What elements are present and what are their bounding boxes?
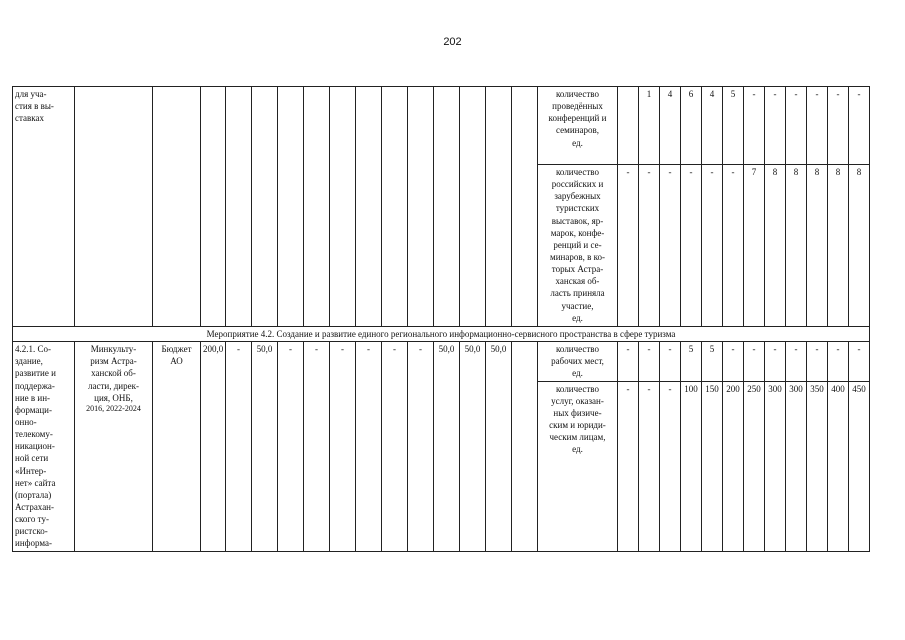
years: 2016, 2022-2024 (86, 403, 141, 413)
indicator-value: - (660, 165, 681, 327)
indicator-value: 5 (723, 87, 744, 165)
indicator-value: - (849, 87, 870, 165)
indicator-value (618, 87, 639, 165)
indicator-value: - (807, 87, 828, 165)
funding-amount: 50,0 (460, 342, 486, 551)
indicator-label: количество проведённых конференций и семинаров, ед. (538, 87, 618, 165)
funding-amount: 50,0 (486, 342, 512, 551)
indicator-value: 300 (765, 381, 786, 551)
indicator-value: 6 (681, 87, 702, 165)
indicator-value: - (723, 342, 744, 381)
indicator-value: - (681, 165, 702, 327)
indicator-value: 5 (681, 342, 702, 381)
table-row (13, 342, 870, 381)
indicator-value: - (786, 87, 807, 165)
funding-amount: - (226, 342, 252, 551)
indicator-value: - (828, 87, 849, 165)
indicator-value: 7 (744, 165, 765, 327)
blank-cell (434, 87, 460, 327)
executor-cell (75, 342, 153, 551)
indicator-value: - (639, 342, 660, 381)
funding-amount: - (330, 342, 356, 551)
indicator-value: 8 (765, 165, 786, 327)
blank-cell (356, 87, 382, 327)
indicator-label: количество российских и зарубежных туристских выставок, яр- марок, конфе- ренций и се- минаров, в ко- торых Астра- ханская об- ласть приняла участие, ед. (538, 165, 618, 327)
indicator-value: 150 (702, 381, 723, 551)
indicator-value: 8 (828, 165, 849, 327)
table-row (13, 87, 870, 165)
indicator-value: - (765, 342, 786, 381)
blank-cell (512, 87, 538, 327)
funding-amount: - (382, 342, 408, 551)
blank-cell (382, 87, 408, 327)
blank-cell (460, 87, 486, 327)
blank-cell (252, 87, 278, 327)
funding-amount: - (408, 342, 434, 551)
indicator-value: 400 (828, 381, 849, 551)
indicator-value: 4 (702, 87, 723, 165)
indicator-value: 350 (807, 381, 828, 551)
indicator-value: - (765, 87, 786, 165)
activity-name: 4.2.1. Со- здание, развитие и поддержа- ние в ин- формаци- онно- телекому- никацион- ной сети «Интер- нет» сайта (портала) Астрахан- ского ту- ристско- информа- (13, 342, 75, 551)
executor: Минкульту- ризм Астра- ханской об- ласти, дирек- ция, ОНБ, (88, 344, 139, 403)
indicator-value: 100 (681, 381, 702, 551)
blank-cell (226, 87, 252, 327)
activity-name: для уча- стия в вы- ставках (13, 87, 75, 327)
indicator-value: - (639, 381, 660, 551)
blank-cell (330, 87, 356, 327)
indicator-value: - (618, 165, 639, 327)
indicator-value: - (660, 381, 681, 551)
indicator-value: 300 (786, 381, 807, 551)
indicator-value: - (723, 165, 744, 327)
indicator-label: количество услуг, оказан- ных физиче- ским и юриди- ческим лицам, ед. (538, 381, 618, 551)
indicator-value: 250 (744, 381, 765, 551)
program-table (12, 86, 870, 552)
blank-cell (278, 87, 304, 327)
funding-amount: - (304, 342, 330, 551)
indicator-value: - (618, 342, 639, 381)
blank-cell (75, 87, 153, 327)
indicator-value: 8 (849, 165, 870, 327)
indicator-value: - (702, 165, 723, 327)
indicator-value: - (744, 87, 765, 165)
indicator-value: - (807, 342, 828, 381)
indicator-value: 4 (660, 87, 681, 165)
funding-amount: 50,0 (252, 342, 278, 551)
indicator-value: - (618, 381, 639, 551)
blank-cell (408, 87, 434, 327)
funding-amount: - (356, 342, 382, 551)
indicator-value: 200 (723, 381, 744, 551)
indicator-value: - (639, 165, 660, 327)
blank-cell (512, 342, 538, 551)
indicator-value: 8 (807, 165, 828, 327)
blank-cell (486, 87, 512, 327)
indicator-value: - (660, 342, 681, 381)
indicator-value: 5 (702, 342, 723, 381)
indicator-value: 450 (849, 381, 870, 551)
indicator-value: 8 (786, 165, 807, 327)
funding-source: Бюджет АО (153, 342, 201, 551)
indicator-value: - (786, 342, 807, 381)
funding-amount: - (278, 342, 304, 551)
indicator-value: 1 (639, 87, 660, 165)
indicator-label: количество рабочих мест, ед. (538, 342, 618, 381)
funding-amount: 50,0 (434, 342, 460, 551)
blank-cell (304, 87, 330, 327)
indicator-value: - (849, 342, 870, 381)
indicator-value: - (744, 342, 765, 381)
blank-cell (201, 87, 226, 327)
funding-amount: 200,0 (201, 342, 226, 551)
section-title: Мероприятие 4.2. Создание и развитие единого регионального информационно-сервисного пространства в сфере туризма (13, 327, 870, 342)
page-number: 202 (443, 36, 462, 48)
table-row (13, 327, 870, 342)
indicator-value: - (828, 342, 849, 381)
blank-cell (153, 87, 201, 327)
